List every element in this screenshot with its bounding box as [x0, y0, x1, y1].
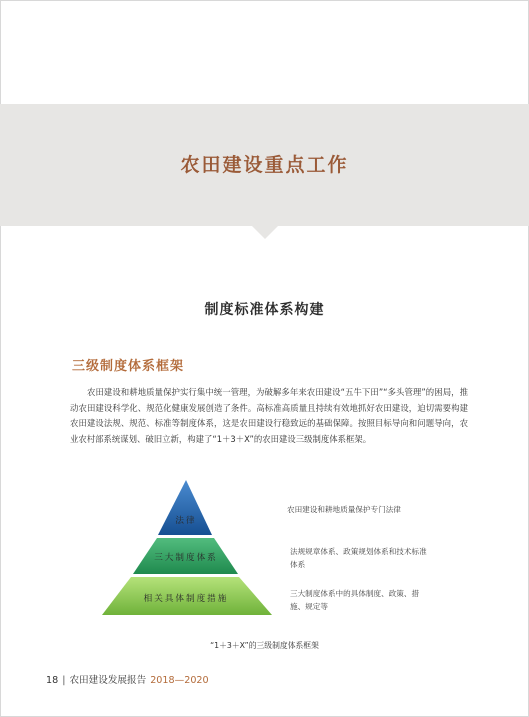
footer-separator: |	[62, 675, 66, 686]
pyramid-tier-top-label: 法律	[175, 516, 197, 526]
pyramid-tier-bottom-label: 相关具体制度措施	[143, 594, 229, 604]
page-number: 18	[46, 675, 59, 686]
report-title: 农田建设发展报告	[69, 675, 147, 686]
tier-middle-note: 法规规章体系、政策规划体系和技术标准体系	[290, 547, 427, 569]
chapter-title: 农田建设重点工作	[180, 154, 349, 176]
report-years: 2018—2020	[150, 675, 209, 686]
subsection-title: 三级制度体系框架	[72, 359, 185, 374]
body-paragraph: 农田建设和耕地质量保护实行集中统一管理，为破解多年来农田建设“五牛下田”“多头管理”的困局，推动农田建设科学化、规范化健康发展创造了条件。高标准高质量且持续有效地抓好农田建设，迫切需要构建农田建设法规、规范、标准等制度体系，这是农田建设行稳致远的基础保障。按照目标导向和问题导向，农业农村部系统谋划、破旧立新，构建了“1＋3＋X”的农田建设三级制度体系框架。	[70, 387, 468, 444]
figure-caption: “1＋3＋X”的三级制度体系框架	[210, 641, 319, 650]
pyramid-tier-top	[158, 480, 212, 535]
page-footer	[46, 672, 209, 686]
chapter-header-notch	[252, 226, 278, 239]
tier-bottom-note: 三大制度体系中的具体制度、政策、措施、规定等	[290, 589, 420, 611]
pyramid-tier-middle-label: 三大制度体系	[154, 553, 218, 563]
section-title: 制度标准体系构建	[204, 302, 325, 318]
pyramid-diagram	[100, 478, 290, 618]
tier-top-note: 农田建设和耕地质量保护专门法律	[287, 505, 401, 514]
